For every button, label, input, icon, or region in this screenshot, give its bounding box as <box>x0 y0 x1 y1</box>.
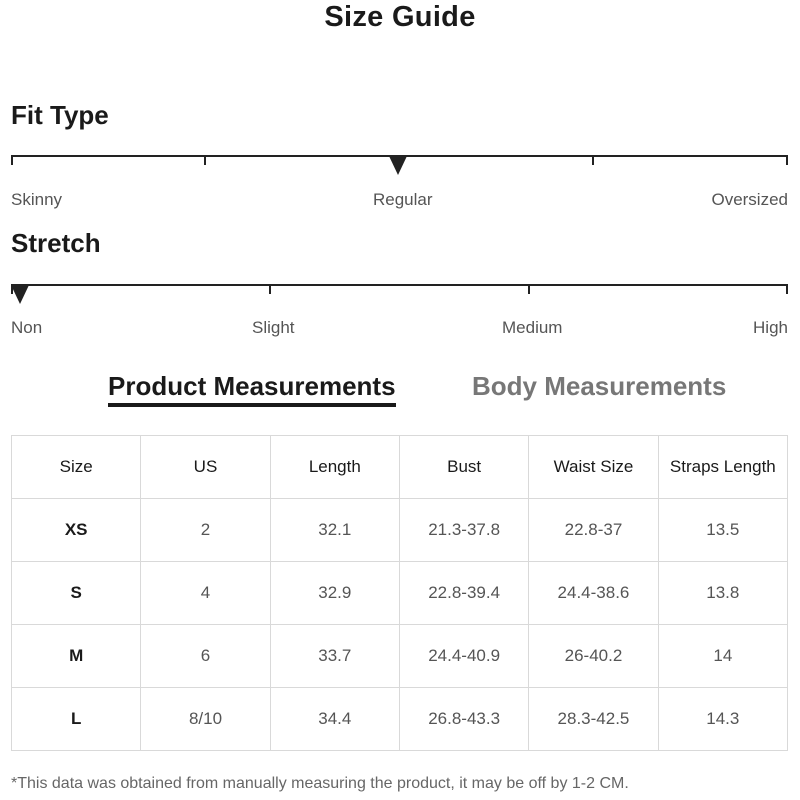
table-cell: 6 <box>141 625 270 688</box>
column-header: Size <box>12 436 141 499</box>
table-cell: 26-40.2 <box>529 625 658 688</box>
fit-type-labels <box>11 189 788 211</box>
measurement-tabs <box>0 370 800 410</box>
column-header: Straps Length <box>658 436 787 499</box>
table-cell: 14 <box>658 625 787 688</box>
size-table <box>11 435 788 751</box>
stretch-scale-line <box>11 284 788 286</box>
stretch-scale-tick <box>269 284 271 294</box>
stretch-label-high: High <box>753 318 788 337</box>
fit-scale-tick <box>204 155 206 165</box>
stretch-label-non: Non <box>11 318 43 337</box>
table-cell-size: XS <box>12 499 141 562</box>
table-row <box>12 625 788 688</box>
table-cell: 13.8 <box>658 562 787 625</box>
table-cell: 26.8-43.3 <box>399 688 528 751</box>
fit-scale-tick <box>786 155 788 165</box>
fit-scale-tick <box>11 155 13 165</box>
table-cell: 33.7 <box>270 625 399 688</box>
table-cell: 24.4-40.9 <box>399 625 528 688</box>
fit-label-skinny: Skinny <box>11 190 63 209</box>
stretch-label-slight: Slight <box>252 318 295 337</box>
table-cell: 24.4-38.6 <box>529 562 658 625</box>
column-header: Bust <box>399 436 528 499</box>
table-cell-size: L <box>12 688 141 751</box>
table-cell: 14.3 <box>658 688 787 751</box>
column-header: US <box>141 436 270 499</box>
stretch-scale-tick <box>528 284 530 294</box>
table-row <box>12 688 788 751</box>
table-header-row <box>12 436 788 499</box>
stretch-labels <box>11 317 788 339</box>
page-title: Size Guide <box>324 1 476 33</box>
table-cell: 22.8-39.4 <box>399 562 528 625</box>
table-cell: 22.8-37 <box>529 499 658 562</box>
fit-marker-icon <box>389 156 407 175</box>
table-cell-size: M <box>12 625 141 688</box>
table-cell: 4 <box>141 562 270 625</box>
column-header: Length <box>270 436 399 499</box>
fit-label-oversized: Oversized <box>711 190 788 209</box>
table-row <box>12 562 788 625</box>
table-cell: 2 <box>141 499 270 562</box>
stretch-heading: Stretch <box>11 228 101 258</box>
tab-body-measurements[interactable]: Body Measurements <box>472 371 727 401</box>
table-cell-size: S <box>12 562 141 625</box>
table-cell: 32.1 <box>270 499 399 562</box>
table-cell: 34.4 <box>270 688 399 751</box>
table-cell: 13.5 <box>658 499 787 562</box>
fit-label-regular: Regular <box>373 190 433 209</box>
stretch-marker-icon <box>11 285 29 304</box>
table-cell: 8/10 <box>141 688 270 751</box>
tab-product-measurements[interactable]: Product Measurements <box>108 370 396 407</box>
fit-type-heading: Fit Type <box>11 100 109 130</box>
stretch-label-medium: Medium <box>502 318 563 337</box>
table-row <box>12 499 788 562</box>
column-header: Waist Size <box>529 436 658 499</box>
measurement-footnote: *This data was obtained from manually measuring the product, it may be off by 1-2 CM. <box>11 775 629 792</box>
stretch-scale-tick <box>786 284 788 294</box>
table-cell: 32.9 <box>270 562 399 625</box>
fit-scale-tick <box>592 155 594 165</box>
table-cell: 21.3-37.8 <box>399 499 528 562</box>
table-cell: 28.3-42.5 <box>529 688 658 751</box>
